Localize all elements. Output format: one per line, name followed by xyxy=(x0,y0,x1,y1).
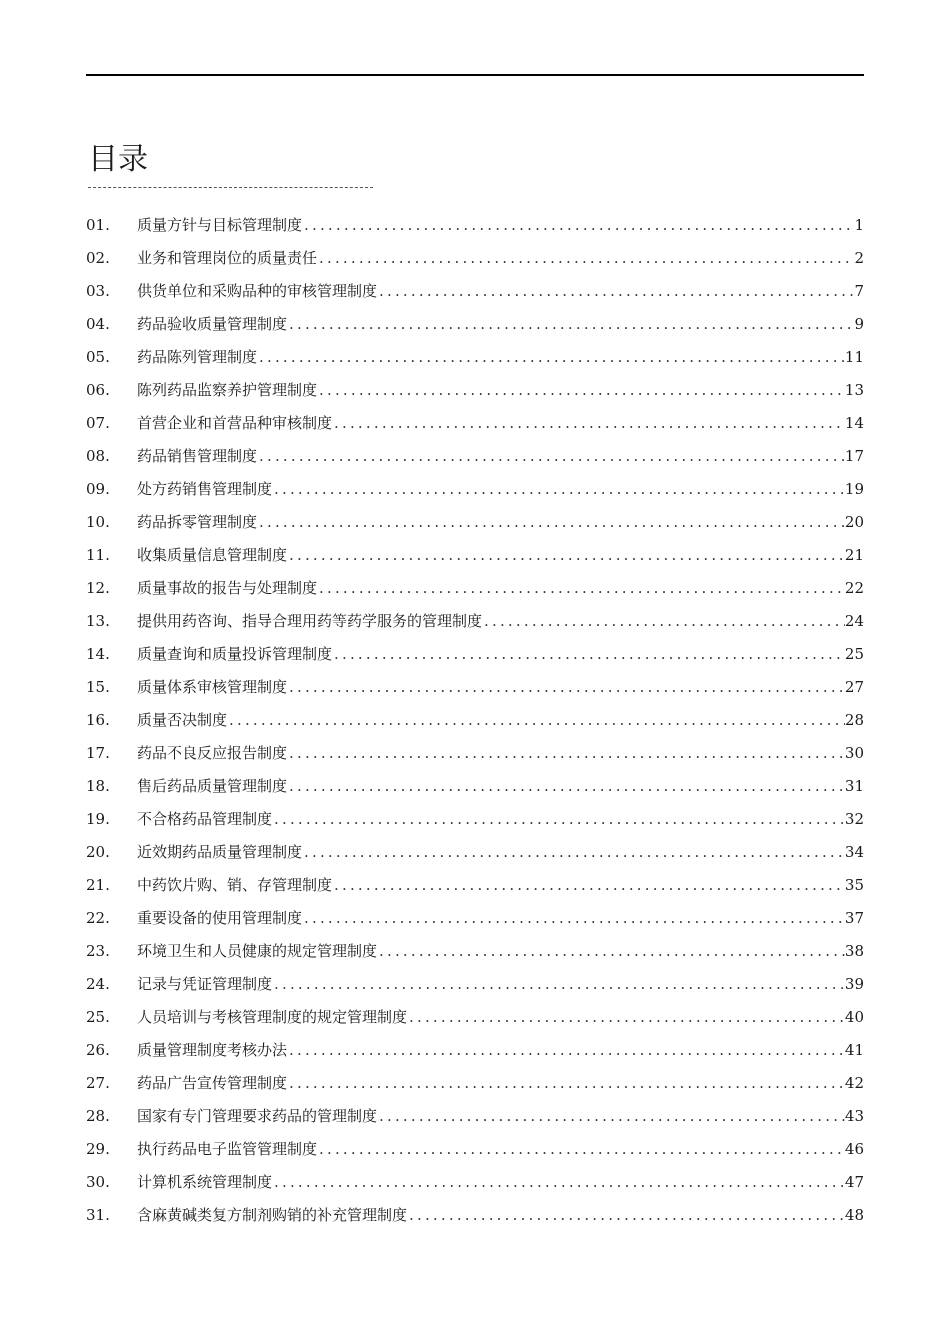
toc-entry[interactable] xyxy=(86,637,864,670)
toc-dot-leader xyxy=(482,611,845,631)
toc-list xyxy=(86,208,864,1231)
toc-dot-leader xyxy=(287,1040,845,1060)
toc-dot-leader xyxy=(227,710,845,730)
toc-entry[interactable] xyxy=(86,373,864,406)
toc-entry-page: 46 xyxy=(844,1139,864,1158)
toc-dot-leader xyxy=(272,1172,845,1192)
toc-entry[interactable] xyxy=(86,241,864,274)
toc-entry-number: 12. xyxy=(86,578,110,597)
toc-entry-title: 中药饮片购、销、存管理制度 xyxy=(137,875,333,894)
toc-entry[interactable] xyxy=(86,340,864,373)
toc-entry[interactable] xyxy=(86,835,864,868)
toc-entry-number: 14. xyxy=(86,644,110,663)
toc-entry-page: 14 xyxy=(844,413,864,432)
toc-entry-page: 47 xyxy=(844,1172,864,1191)
toc-dot-leader xyxy=(272,809,845,829)
toc-entry-title: 计算机系统管理制度 xyxy=(137,1172,273,1191)
toc-entry-page: 37 xyxy=(844,908,864,927)
toc-entry[interactable] xyxy=(86,538,864,571)
toc-entry-page: 41 xyxy=(844,1040,864,1059)
toc-entry[interactable] xyxy=(86,670,864,703)
toc-dot-leader xyxy=(272,974,845,994)
toc-entry-page: 43 xyxy=(844,1106,864,1125)
toc-entry-page: 48 xyxy=(844,1205,864,1224)
toc-entry-page: 17 xyxy=(844,446,864,465)
toc-entry-page: 31 xyxy=(844,776,864,795)
toc-entry-title: 药品广告宣传管理制度 xyxy=(137,1073,288,1092)
toc-entry-title: 质量否决制度 xyxy=(137,710,228,729)
toc-entry-number: 19. xyxy=(86,809,110,828)
toc-dot-leader xyxy=(377,941,845,961)
toc-entry-number: 04. xyxy=(86,314,110,333)
toc-entry-number: 17. xyxy=(86,743,110,762)
toc-dot-leader xyxy=(257,347,845,367)
toc-entry-number: 06. xyxy=(86,380,110,399)
toc-entry-number: 29. xyxy=(86,1139,110,1158)
toc-entry-title: 执行药品电子监管管理制度 xyxy=(137,1139,318,1158)
toc-dot-leader xyxy=(317,248,854,268)
toc-entry-number: 08. xyxy=(86,446,110,465)
toc-entry-number: 07. xyxy=(86,413,110,432)
toc-entry-page: 35 xyxy=(844,875,864,894)
toc-entry-number: 25. xyxy=(86,1007,110,1026)
toc-entry-page: 7 xyxy=(854,281,864,300)
toc-dot-leader xyxy=(287,314,854,334)
toc-entry[interactable] xyxy=(86,802,864,835)
toc-entry-number: 11. xyxy=(86,545,110,564)
toc-dot-leader xyxy=(302,842,845,862)
toc-entry-title: 业务和管理岗位的质量责任 xyxy=(137,248,318,267)
toc-entry-title: 药品验收质量管理制度 xyxy=(137,314,288,333)
toc-entry-page: 27 xyxy=(844,677,864,696)
toc-entry[interactable] xyxy=(86,571,864,604)
toc-entry-number: 21. xyxy=(86,875,110,894)
toc-entry-number: 09. xyxy=(86,479,110,498)
toc-dot-leader xyxy=(287,677,845,697)
toc-entry-title: 质量体系审核管理制度 xyxy=(137,677,288,696)
toc-entry[interactable] xyxy=(86,1000,864,1033)
toc-dot-leader xyxy=(287,545,845,565)
header-rule xyxy=(86,74,864,76)
toc-title: 目录 xyxy=(88,142,148,177)
toc-entry[interactable] xyxy=(86,208,864,241)
toc-entry-page: 39 xyxy=(844,974,864,993)
toc-dot-leader xyxy=(257,446,845,466)
toc-entry-page: 22 xyxy=(844,578,864,597)
toc-dot-leader xyxy=(407,1205,845,1225)
toc-entry-title: 重要设备的使用管理制度 xyxy=(137,908,303,927)
toc-entry-title: 含麻黄碱类复方制剂购销的补充管理制度 xyxy=(137,1205,408,1224)
toc-entry-page: 25 xyxy=(844,644,864,663)
toc-entry-page: 19 xyxy=(844,479,864,498)
toc-entry-title: 人员培训与考核管理制度的规定管理制度 xyxy=(137,1007,408,1026)
toc-entry-number: 03. xyxy=(86,281,110,300)
toc-entry-title: 质量查询和质量投诉管理制度 xyxy=(137,644,333,663)
toc-entry-title: 药品陈列管理制度 xyxy=(137,347,258,366)
toc-entry-title: 药品不良反应报告制度 xyxy=(137,743,288,762)
toc-entry-number: 01. xyxy=(86,215,110,234)
toc-entry[interactable] xyxy=(86,901,864,934)
toc-entry-page: 2 xyxy=(854,248,864,267)
toc-entry-page: 21 xyxy=(844,545,864,564)
toc-entry-number: 24. xyxy=(86,974,110,993)
toc-entry-number: 05. xyxy=(86,347,110,366)
toc-entry-number: 26. xyxy=(86,1040,110,1059)
toc-entry-page: 28 xyxy=(844,710,864,729)
toc-entry-page: 13 xyxy=(844,380,864,399)
toc-dot-leader xyxy=(302,215,854,235)
toc-entry-title: 质量管理制度考核办法 xyxy=(137,1040,288,1059)
toc-entry-title: 陈列药品监察养护管理制度 xyxy=(137,380,318,399)
toc-entry[interactable] xyxy=(86,868,864,901)
toc-dot-leader xyxy=(302,908,845,928)
toc-entry-title: 售后药品质量管理制度 xyxy=(137,776,288,795)
toc-dot-leader xyxy=(332,875,845,895)
toc-entry[interactable] xyxy=(86,604,864,637)
toc-entry-title: 处方药销售管理制度 xyxy=(137,479,273,498)
toc-dot-leader xyxy=(377,1106,845,1126)
toc-entry-title: 药品销售管理制度 xyxy=(137,446,258,465)
toc-entry-title: 首营企业和首营品种审核制度 xyxy=(137,413,333,432)
toc-entry-page: 34 xyxy=(844,842,864,861)
toc-dot-leader xyxy=(407,1007,845,1027)
toc-entry[interactable] xyxy=(86,1033,864,1066)
toc-dot-leader xyxy=(287,776,845,796)
toc-entry-page: 20 xyxy=(844,512,864,531)
toc-entry-page: 38 xyxy=(844,941,864,960)
toc-entry[interactable] xyxy=(86,1099,864,1132)
toc-entry-page: 9 xyxy=(854,314,864,333)
toc-entry[interactable] xyxy=(86,406,864,439)
toc-entry-page: 11 xyxy=(844,347,864,366)
toc-entry-page: 30 xyxy=(844,743,864,762)
toc-entry-page: 32 xyxy=(844,809,864,828)
toc-entry-title: 国家有专门管理要求药品的管理制度 xyxy=(137,1106,378,1125)
toc-entry-title: 供货单位和采购品种的审核管理制度 xyxy=(137,281,378,300)
toc-entry-title: 不合格药品管理制度 xyxy=(137,809,273,828)
toc-dot-leader xyxy=(317,578,845,598)
toc-entry[interactable] xyxy=(86,307,864,340)
toc-entry-number: 31. xyxy=(86,1205,110,1224)
toc-entry-number: 10. xyxy=(86,512,110,531)
toc-dot-leader xyxy=(257,512,845,532)
toc-entry-number: 18. xyxy=(86,776,110,795)
toc-entry-title: 质量事故的报告与处理制度 xyxy=(137,578,318,597)
toc-entry-page: 24 xyxy=(844,611,864,630)
title-underline xyxy=(88,187,373,188)
toc-entry[interactable] xyxy=(86,1066,864,1099)
toc-dot-leader xyxy=(287,743,845,763)
toc-entry-page: 40 xyxy=(844,1007,864,1026)
toc-entry[interactable] xyxy=(86,472,864,505)
toc-dot-leader xyxy=(317,1139,845,1159)
toc-entry-title: 环境卫生和人员健康的规定管理制度 xyxy=(137,941,378,960)
toc-entry[interactable] xyxy=(86,967,864,1000)
toc-entry[interactable] xyxy=(86,274,864,307)
toc-entry-title: 记录与凭证管理制度 xyxy=(137,974,273,993)
toc-entry[interactable] xyxy=(86,703,864,736)
toc-entry-title: 收集质量信息管理制度 xyxy=(137,545,288,564)
toc-entry[interactable] xyxy=(86,736,864,769)
toc-entry-page: 42 xyxy=(844,1073,864,1092)
toc-entry[interactable] xyxy=(86,505,864,538)
toc-entry-number: 23. xyxy=(86,941,110,960)
toc-dot-leader xyxy=(332,644,845,664)
toc-entry-number: 16. xyxy=(86,710,110,729)
toc-entry-number: 20. xyxy=(86,842,110,861)
toc-entry-page: 1 xyxy=(854,215,864,234)
toc-entry-number: 30. xyxy=(86,1172,110,1191)
toc-entry[interactable] xyxy=(86,1165,864,1198)
toc-entry[interactable] xyxy=(86,1132,864,1165)
toc-entry-title: 提供用药咨询、指导合理用药等药学服务的管理制度 xyxy=(137,611,483,630)
toc-entry[interactable] xyxy=(86,934,864,967)
toc-entry[interactable] xyxy=(86,1198,864,1231)
toc-entry[interactable] xyxy=(86,769,864,802)
toc-dot-leader xyxy=(377,281,854,301)
toc-dot-leader xyxy=(272,479,845,499)
toc-entry-number: 27. xyxy=(86,1073,110,1092)
toc-entry-number: 02. xyxy=(86,248,110,267)
toc-dot-leader xyxy=(317,380,845,400)
toc-entry-title: 药品拆零管理制度 xyxy=(137,512,258,531)
toc-dot-leader xyxy=(287,1073,845,1093)
toc-entry-number: 28. xyxy=(86,1106,110,1125)
toc-entry-number: 22. xyxy=(86,908,110,927)
toc-entry-number: 13. xyxy=(86,611,110,630)
toc-entry[interactable] xyxy=(86,439,864,472)
toc-entry-title: 近效期药品质量管理制度 xyxy=(137,842,303,861)
toc-dot-leader xyxy=(332,413,845,433)
toc-entry-number: 15. xyxy=(86,677,110,696)
toc-entry-title: 质量方针与目标管理制度 xyxy=(137,215,303,234)
